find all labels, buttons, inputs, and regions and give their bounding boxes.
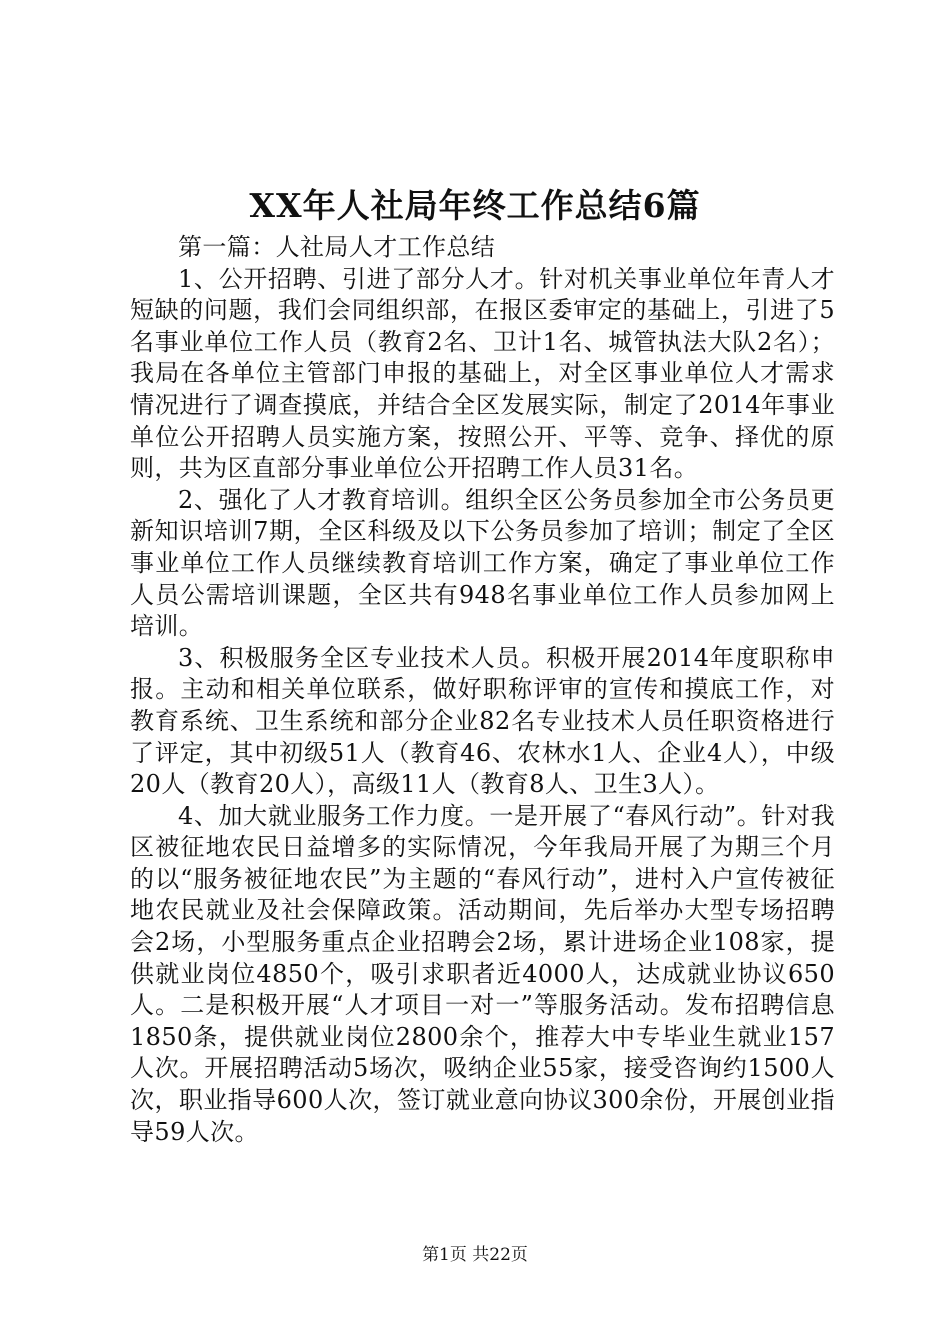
paragraph-2: 2、强化了人才教育培训。组织全区公务员参加全市公务员更新知识培训7期，全区科级及以下公务员参加了培训；制定了全区事业单位工作人员继续教育培训工作方案，确定了事业单位工作人员公需培训课题，全区共有948名事业单位工作人员参加网上培训。 [130,485,835,641]
page-footer: 第1页 共22页 [422,1245,528,1265]
document-title: XX年人社局年终工作总结6篇 [249,186,701,225]
section-heading: 第一篇：人社局人才工作总结 [178,233,496,261]
paragraph-3: 3、积极服务全区专业技术人员。积极开展2014年度职称申报。主动和相关单位联系，做好职称评审的宣传和摸底工作，对教育系统、卫生系统和部分企业82名专业技术人员任职资格进行了评定，其中初级51人（教育46、农林水1人、企业4人），中级20人（教育20人），高级11人（教育8人、卫生3人）。 [130,643,835,799]
document-body [130,232,835,1148]
paragraph-1: 1、公开招聘、引进了部分人才。针对机关事业单位年青人才短缺的问题，我们会同组织部，在报区委审定的基础上，引进了5名事业单位工作人员（教育2名、卫计1名、城管执法大队2名）；我局在各单位主管部门申报的基础上，对全区事业单位人才需求情况进行了调查摸底，并结合全区发展实际，制定了2014年事业单位公开招聘人员实施方案，按照公开、平等、竞争、择优的原则，共为区直部分事业单位公开招聘工作人员31名。 [130,264,835,483]
paragraph-4: 4、加大就业服务工作力度。一是开展了“春风行动”。针对我区被征地农民日益增多的实际情况，今年我局开展了为期三个月的以“服务被征地农民”为主题的“春风行动”，进村入户宣传被征地农民就业及社会保障政策。活动期间，先后举办大型专场招聘会2场，小型服务重点企业招聘会2场，累计进场企业108家，提供就业岗位4850个，吸引求职者近4000人，达成就业协议650人。二是积极开展“人才项目一对一”等服务活动。发布招聘信息1850条，提供就业岗位2800余个，推荐大中专毕业生就业157人次。开展招聘活动5场次，吸纳企业55家，接受咨询约1500人次，职业指导600人次，签订就业意向协议300余份，开展创业指导59人次。 [130,801,835,1146]
